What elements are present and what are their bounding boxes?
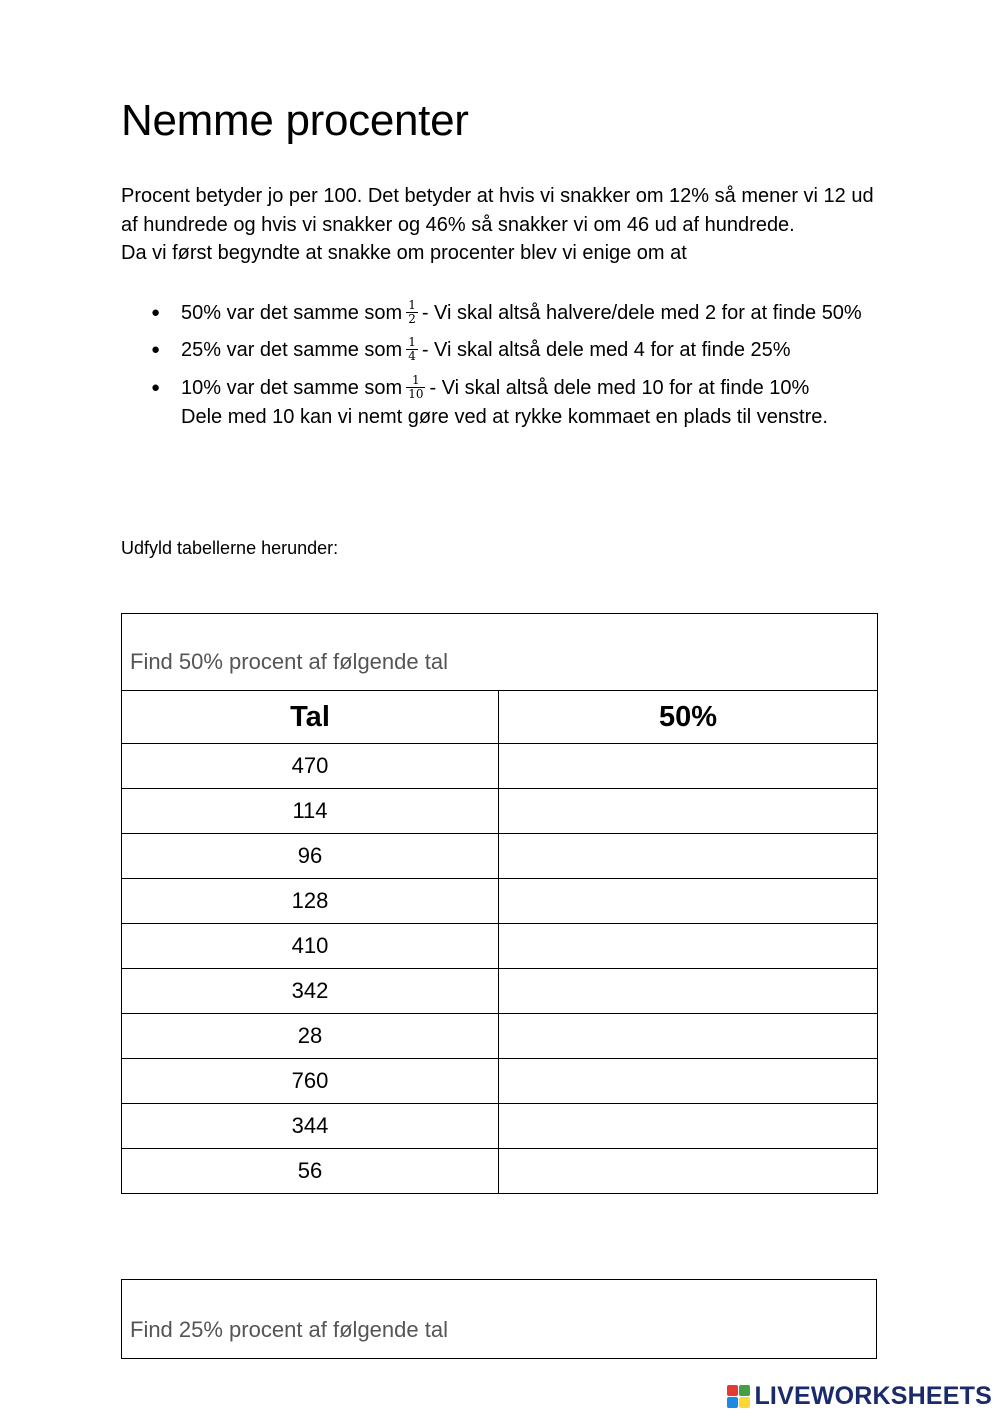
answer-input[interactable] — [499, 789, 878, 834]
table-row — [122, 1014, 878, 1059]
instruction: Udfyld tabellerne herunder: — [121, 538, 339, 558]
bullet-text: 25% var det samme som — [181, 339, 403, 361]
bullet-text: 10% var det samme som — [181, 377, 403, 399]
fraction-numerator: 1 — [408, 335, 416, 350]
page-title: Nemme procenter — [121, 96, 469, 145]
answer-input[interactable] — [499, 834, 878, 879]
rules-list — [121, 298, 901, 432]
answer-input[interactable] — [499, 924, 878, 969]
column-header-tal: Tal — [122, 691, 499, 744]
table-row — [122, 969, 878, 1014]
number-cell: 28 — [122, 1014, 499, 1059]
table-caption — [122, 1280, 877, 1359]
fraction-denominator: 4 — [408, 349, 416, 364]
answer-input[interactable] — [499, 1149, 878, 1194]
percent-table-50 — [121, 613, 878, 1194]
intro-line: Da vi først begyndte at snakke om procenter blev vi enige om at — [121, 242, 687, 264]
bullet-text: - Vi skal altså dele med 4 for at finde 25% — [421, 339, 791, 361]
table-row — [122, 1149, 878, 1194]
table-caption-text: Find 50% procent af følgende tal — [130, 649, 448, 674]
number-cell: 470 — [122, 744, 499, 789]
number-cell: 410 — [122, 924, 499, 969]
number-cell: 128 — [122, 879, 499, 924]
number-cell: 96 — [122, 834, 499, 879]
table-row — [122, 744, 878, 789]
table-row — [122, 834, 878, 879]
fraction-numerator: 1 — [408, 298, 416, 313]
bullet-extra-text: Dele med 10 kan vi nemt gøre ved at rykke kommaet en plads til venstre. — [181, 406, 828, 428]
table-caption-text: Find 25% procent af følgende tal — [130, 1317, 448, 1342]
number-cell: 760 — [122, 1059, 499, 1104]
table-row — [122, 924, 878, 969]
answer-input[interactable] — [499, 744, 878, 789]
answer-input[interactable] — [499, 1104, 878, 1149]
bullet-text: - Vi skal altså dele med 10 for at finde 10% — [429, 377, 810, 399]
answer-input[interactable] — [499, 1014, 878, 1059]
intro-paragraph: Procent betyder jo per 100. Det betyder at hvis vi snakker om 12% så mener vi 12 ud af hundrede og hvis vi snakker og 46% så snakker vi om 46 ud af hundrede. — [121, 185, 874, 236]
answer-input[interactable] — [499, 969, 878, 1014]
number-cell: 344 — [122, 1104, 499, 1149]
table-row — [122, 789, 878, 834]
percent-table-25 — [121, 1279, 877, 1359]
list-item — [121, 298, 901, 328]
table-row — [122, 879, 878, 924]
column-header-50: 50% — [499, 691, 878, 744]
number-cell: 56 — [122, 1149, 499, 1194]
list-item — [121, 373, 901, 432]
answer-input[interactable] — [499, 879, 878, 924]
fraction-numerator: 1 — [406, 374, 425, 388]
table-row — [122, 1104, 878, 1149]
intro-text — [121, 182, 881, 268]
bullet-text: 50% var det samme som — [181, 302, 403, 324]
list-item — [121, 335, 901, 365]
fraction — [406, 299, 418, 326]
number-cell: 342 — [122, 969, 499, 1014]
fraction — [406, 336, 418, 363]
number-cell: 114 — [122, 789, 499, 834]
table-row — [122, 1059, 878, 1104]
table-caption — [122, 614, 878, 691]
liveworksheets-logo-icon — [727, 1385, 750, 1408]
fraction-denominator: 10 — [408, 387, 424, 402]
fraction — [406, 374, 425, 401]
bullet-text: - Vi skal altså halvere/dele med 2 for at finde 50% — [421, 302, 862, 324]
fraction-denominator: 2 — [408, 312, 416, 327]
watermark-text: LIVEWORKSHEETS — [754, 1382, 992, 1410]
watermark — [727, 1382, 992, 1411]
answer-input[interactable] — [499, 1059, 878, 1104]
